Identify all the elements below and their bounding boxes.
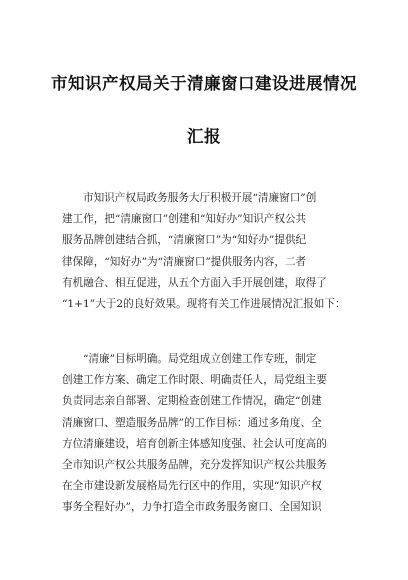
paragraph-goals: [62, 349, 348, 519]
paragraph-line: 全市知识产权公共服务品牌，充分发挥知识产权公共服务: [62, 459, 327, 472]
paragraph-line: 创建工作方案、确定工作时限、明确责任人，局党组主要: [62, 374, 327, 387]
paragraph-line: 负责同志亲自部署、定期检查创建工作情况，确定“创建: [62, 395, 322, 408]
paragraph-line: “1+1”大于2的良好效果。现将有关工作进展情况汇报如下：: [62, 298, 346, 311]
paragraph-line: “清廉”目标明确。局党组成立创建工作专班，制定: [83, 353, 317, 365]
paragraph-line: 建工作，把“清廉窗口”创建和“知好办”知识产权公共: [62, 213, 307, 226]
paragraph-line: 清廉窗口、塑造服务品牌”的工作目标：通过多角度、全: [62, 416, 322, 429]
paragraph-line: 市知识产权局政务服务大厅积极开展“清廉窗口”创: [83, 192, 317, 204]
paragraph-intro: [62, 188, 348, 315]
paragraph-line: 在全市建设新发展格局先行区中的作用，实现“知识产权: [62, 480, 322, 493]
paragraph-line: 事务全程好办”，力争打造全市政务服务窗口、全国知识: [62, 501, 322, 514]
paragraph-line: 律保障，“知好办”为“清廉窗口”提供服务内容，二者: [62, 255, 307, 268]
document-title-line-2: 汇报: [187, 127, 221, 146]
paragraph-line: 方位清廉建设，培育创新主体感知度强、社会认可度高的: [62, 437, 327, 450]
paragraph-line: 服务品牌创建结合抓，“清廉窗口”为“知好办”提供纪: [62, 234, 307, 247]
paragraph-line: 有机融合、相互促进，从五个方面入手开展创建，取得了: [62, 276, 327, 289]
document-title-line-1: 市知识产权局关于清廉窗口建设进展情况: [51, 74, 357, 93]
